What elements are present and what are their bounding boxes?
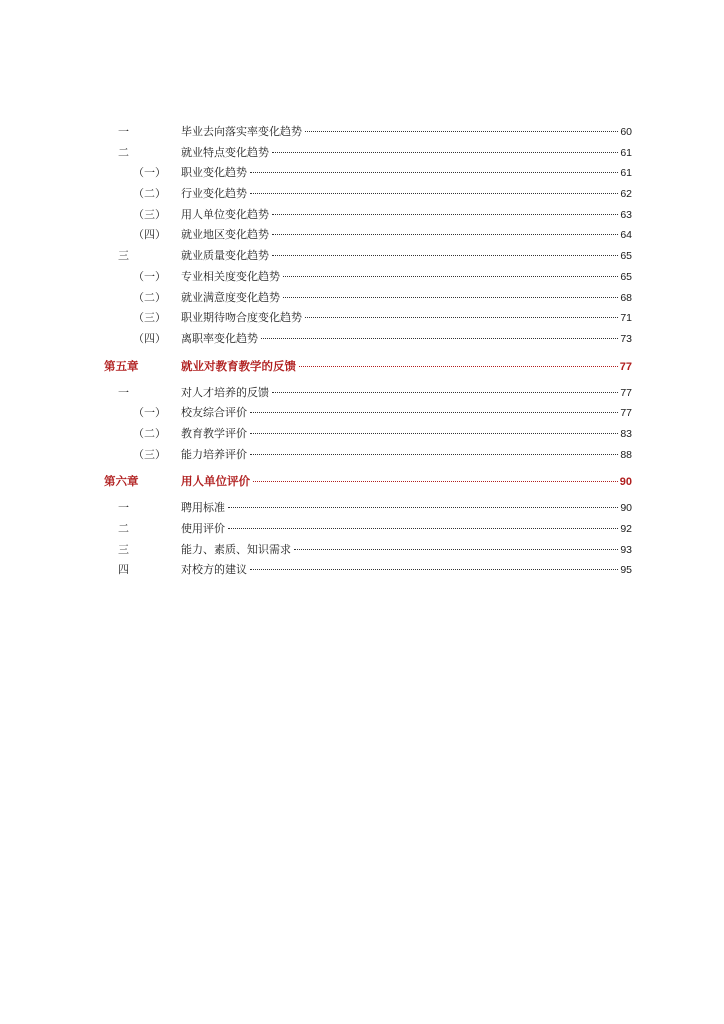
toc-entry[interactable] xyxy=(0,288,724,309)
toc-entry[interactable] xyxy=(0,519,724,540)
toc-entry[interactable] xyxy=(0,225,724,246)
dot-leader xyxy=(261,338,618,339)
toc-entry-title: 职业期待吻合度变化趋势 xyxy=(181,311,302,325)
toc-entry-number: 二 xyxy=(118,522,129,535)
toc-entry-title: 专业相关度变化趋势 xyxy=(181,269,280,283)
toc-entry[interactable] xyxy=(0,329,724,350)
toc-entry-title: 对人才培养的反馈 xyxy=(181,385,269,399)
toc-entry-title: 就业特点变化趋势 xyxy=(181,145,269,159)
toc-entry-number: 四 xyxy=(118,563,129,577)
toc-entry-title: 就业满意度变化趋势 xyxy=(181,290,280,304)
toc-entry-number: 一 xyxy=(118,385,129,399)
toc-entry-number: （二） xyxy=(133,187,166,201)
dot-leader xyxy=(228,528,618,529)
toc-entry-number: （三） xyxy=(133,311,166,325)
toc-entry-page: 77 xyxy=(620,386,632,399)
toc-entry-title: 离职率变化趋势 xyxy=(181,331,258,345)
toc-entry-number: 二 xyxy=(118,145,129,159)
toc-entry-page: 71 xyxy=(620,312,632,325)
toc-entry-page: 83 xyxy=(620,427,632,440)
toc-entry-page: 95 xyxy=(620,564,632,577)
dot-leader xyxy=(250,172,618,173)
dot-leader xyxy=(250,569,618,570)
toc-entry[interactable] xyxy=(0,246,724,267)
dot-leader xyxy=(299,366,618,367)
toc-entry[interactable] xyxy=(0,560,724,581)
toc-entry-page: 92 xyxy=(620,523,632,535)
toc-entry-number: （二） xyxy=(133,426,166,440)
toc-entry[interactable] xyxy=(0,498,724,519)
toc-entry-page: 88 xyxy=(620,448,632,461)
toc-entry-page: 73 xyxy=(620,332,632,345)
toc-entry-page: 65 xyxy=(620,270,632,283)
dot-leader xyxy=(253,481,618,482)
toc-entry-title: 能力培养评价 xyxy=(181,447,247,461)
dot-leader xyxy=(305,317,618,318)
toc-entry-title: 对校方的建议 xyxy=(181,563,247,577)
toc-entry[interactable] xyxy=(0,308,724,329)
toc-entry-title: 就业地区变化趋势 xyxy=(181,228,269,242)
dot-leader xyxy=(272,234,618,235)
toc-chapter-number: 第六章 xyxy=(104,474,139,489)
dot-leader xyxy=(272,152,618,153)
dot-leader xyxy=(283,297,618,298)
toc-entry-page: 61 xyxy=(620,167,632,180)
toc-entry-title: 用人单位变化趋势 xyxy=(181,207,269,221)
toc-chapter-entry[interactable] xyxy=(0,353,724,380)
dot-leader xyxy=(305,131,618,132)
toc-entry[interactable] xyxy=(0,122,724,143)
toc-entry[interactable] xyxy=(0,184,724,205)
toc-entry[interactable] xyxy=(0,445,724,466)
toc-entry-number: 三 xyxy=(118,542,129,556)
toc-entry-page: 68 xyxy=(620,291,632,304)
dot-leader xyxy=(228,507,618,508)
toc-entry-title: 教育教学评价 xyxy=(181,426,247,440)
toc-chapter-title: 就业对教育教学的反馈 xyxy=(181,358,296,373)
toc-chapter-number: 第五章 xyxy=(104,358,139,373)
toc-entry[interactable] xyxy=(0,205,724,226)
toc-entry-title: 就业质量变化趋势 xyxy=(181,249,269,263)
toc-entry-page: 65 xyxy=(620,250,632,263)
toc-entry[interactable] xyxy=(0,540,724,561)
toc-entry-title: 行业变化趋势 xyxy=(181,187,247,201)
dot-leader xyxy=(294,549,618,550)
toc-entry-title: 聘用标准 xyxy=(181,501,225,515)
dot-leader xyxy=(272,392,618,393)
toc-entry-number: （四） xyxy=(133,228,166,242)
dot-leader xyxy=(283,276,618,277)
toc-chapter-page: 77 xyxy=(619,360,632,373)
toc-entry-number: （三） xyxy=(133,447,166,461)
toc-entry-page: 60 xyxy=(620,126,632,138)
toc-entry-number: （三） xyxy=(133,207,166,221)
toc-entry-page: 64 xyxy=(620,229,632,242)
toc-entry-page: 77 xyxy=(620,407,632,420)
toc-chapter-title: 用人单位评价 xyxy=(181,474,250,489)
toc-entry-page: 90 xyxy=(620,502,632,515)
toc-entry-number: （四） xyxy=(133,331,166,345)
dot-leader xyxy=(250,193,618,194)
toc-entry-number: （一） xyxy=(133,269,166,283)
toc-entry-title: 使用评价 xyxy=(181,522,225,535)
dot-leader xyxy=(250,454,618,455)
toc-entry[interactable] xyxy=(0,403,724,424)
toc-entry-page: 93 xyxy=(620,543,632,556)
toc-entry-title: 毕业去向落实率变化趋势 xyxy=(181,125,302,138)
dot-leader xyxy=(250,433,618,434)
toc-entry-number: （一） xyxy=(133,406,166,420)
dot-leader xyxy=(272,214,618,215)
toc-entry[interactable] xyxy=(0,143,724,164)
toc-entry-title: 校友综合评价 xyxy=(181,406,247,420)
toc-entry-number: （二） xyxy=(133,290,166,304)
toc-chapter-entry[interactable] xyxy=(0,468,724,495)
table-of-contents xyxy=(0,122,724,581)
toc-chapter-page: 90 xyxy=(619,476,632,489)
toc-entry[interactable] xyxy=(0,424,724,445)
toc-entry-number: 一 xyxy=(118,501,129,515)
toc-entry-page: 61 xyxy=(620,146,632,159)
toc-entry[interactable] xyxy=(0,163,724,184)
toc-entry[interactable] xyxy=(0,267,724,288)
dot-leader xyxy=(250,412,618,413)
toc-entry[interactable] xyxy=(0,383,724,404)
toc-entry-title: 职业变化趋势 xyxy=(181,166,247,180)
dot-leader xyxy=(272,255,618,256)
toc-entry-number: （一） xyxy=(133,166,166,180)
toc-entry-page: 62 xyxy=(620,188,632,201)
toc-entry-number: 三 xyxy=(118,249,129,263)
toc-entry-title: 能力、素质、知识需求 xyxy=(181,542,291,556)
toc-entry-number: 一 xyxy=(118,125,129,138)
toc-entry-page: 63 xyxy=(620,208,632,221)
